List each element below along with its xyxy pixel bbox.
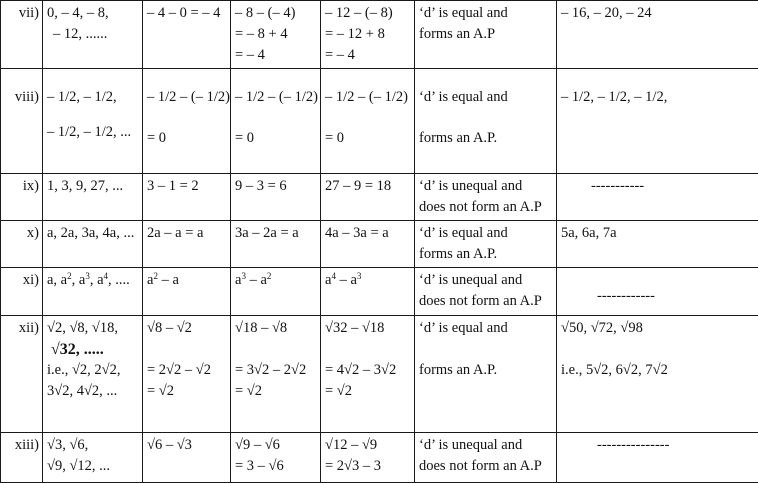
- row-number: x): [1, 221, 43, 268]
- sequence-cell: a, 2a, 3a, 4a, ...: [43, 221, 143, 268]
- table-row: [1, 69, 758, 174]
- next-terms-cell: √50, √72, √98 i.e., 5√2, 6√2, 7√2: [557, 316, 758, 433]
- sequence-cell: a, $a^2$, $a^3$, $a^4$, ....: [43, 268, 143, 316]
- table-row: [1, 1, 758, 69]
- difference-2-cell: √9 – √6 = 3 – √6: [231, 433, 321, 483]
- difference-3-cell: √12 – √9 = 2√3 – 3: [321, 433, 415, 483]
- row-number: xii): [1, 316, 43, 433]
- table-row: [1, 221, 758, 268]
- difference-2-cell: – 1/2 – (– 1/2) = 0: [231, 69, 321, 174]
- conclusion-cell: ‘d’ is unequal and does not form an A.P: [415, 174, 557, 221]
- difference-3-cell: 27 – 9 = 18: [321, 174, 415, 221]
- next-terms-cell: – 1/2, – 1/2, – 1/2,: [557, 69, 758, 174]
- table-row: [1, 433, 758, 483]
- table-row: [1, 268, 758, 316]
- row-number: xiii): [1, 433, 43, 483]
- difference-1-cell: 2a – a = a: [143, 221, 231, 268]
- conclusion-cell: ‘d’ is equal and forms an A.P.: [415, 316, 557, 433]
- difference-2-cell: √18 – √8 = 3√2 – 2√2 = √2: [231, 316, 321, 433]
- table-row: [1, 316, 758, 433]
- difference-3-cell: – 12 – (– 8) = – 12 + 8 = – 4: [321, 1, 415, 69]
- difference-3-cell: – 1/2 – (– 1/2) = 0: [321, 69, 415, 174]
- row-number: xi): [1, 268, 43, 316]
- difference-1-cell: $a^2$ – a: [143, 268, 231, 316]
- conclusion-cell: ‘d’ is unequal and does not form an A.P: [415, 268, 557, 316]
- conclusion-cell: ‘d’ is equal and forms an A.P.: [415, 221, 557, 268]
- next-terms-cell: ---------------: [557, 433, 758, 483]
- row-number: viii): [1, 69, 43, 174]
- difference-1-cell: – 1/2 – (– 1/2) = 0: [143, 69, 231, 174]
- next-terms-cell: 5a, 6a, 7a: [557, 221, 758, 268]
- difference-2-cell: – 8 – (– 4) = – 8 + 4 = – 4: [231, 1, 321, 69]
- row-number: vii): [1, 1, 43, 69]
- difference-3-cell: 4a – 3a = a: [321, 221, 415, 268]
- sequence-cell: – 1/2, – 1/2, – 1/2, – 1/2, ...: [43, 69, 143, 174]
- difference-2-cell: 3a – 2a = a: [231, 221, 321, 268]
- next-terms-cell: – 16, – 20, – 24: [557, 1, 758, 69]
- conclusion-cell: ‘d’ is equal and forms an A.P.: [415, 69, 557, 174]
- conclusion-cell: ‘d’ is equal and forms an A.P: [415, 1, 557, 69]
- difference-3-cell: √32 – √18 = 4√2 – 3√2 = √2: [321, 316, 415, 433]
- difference-2-cell: $a^3 - a^2$: [231, 268, 321, 316]
- difference-1-cell: 3 – 1 = 2: [143, 174, 231, 221]
- conclusion-cell: ‘d’ is unequal and does not form an A.P: [415, 433, 557, 483]
- sequence-cell: √3, √6, √9, √12, ...: [43, 433, 143, 483]
- row-number: ix): [1, 174, 43, 221]
- difference-1-cell: √8 – √2 = 2√2 – √2 = √2: [143, 316, 231, 433]
- sequence-cell: 1, 3, 9, 27, ...: [43, 174, 143, 221]
- difference-1-cell: – 4 – 0 = – 4: [143, 1, 231, 69]
- table-row: [1, 174, 758, 221]
- difference-2-cell: 9 – 3 = 6: [231, 174, 321, 221]
- next-terms-cell: -----------: [557, 174, 758, 221]
- sequence-cell: 0, – 4, – 8, – 12, ......: [43, 1, 143, 69]
- difference-3-cell: $a^4 - a^3$: [321, 268, 415, 316]
- sequence-cell: √2, √8, √18, √32, ..... i.e., √2, 2√2, 3√2, 4√2, ...: [43, 316, 143, 433]
- difference-1-cell: √6 – √3: [143, 433, 231, 483]
- next-terms-cell: ------------: [557, 268, 758, 316]
